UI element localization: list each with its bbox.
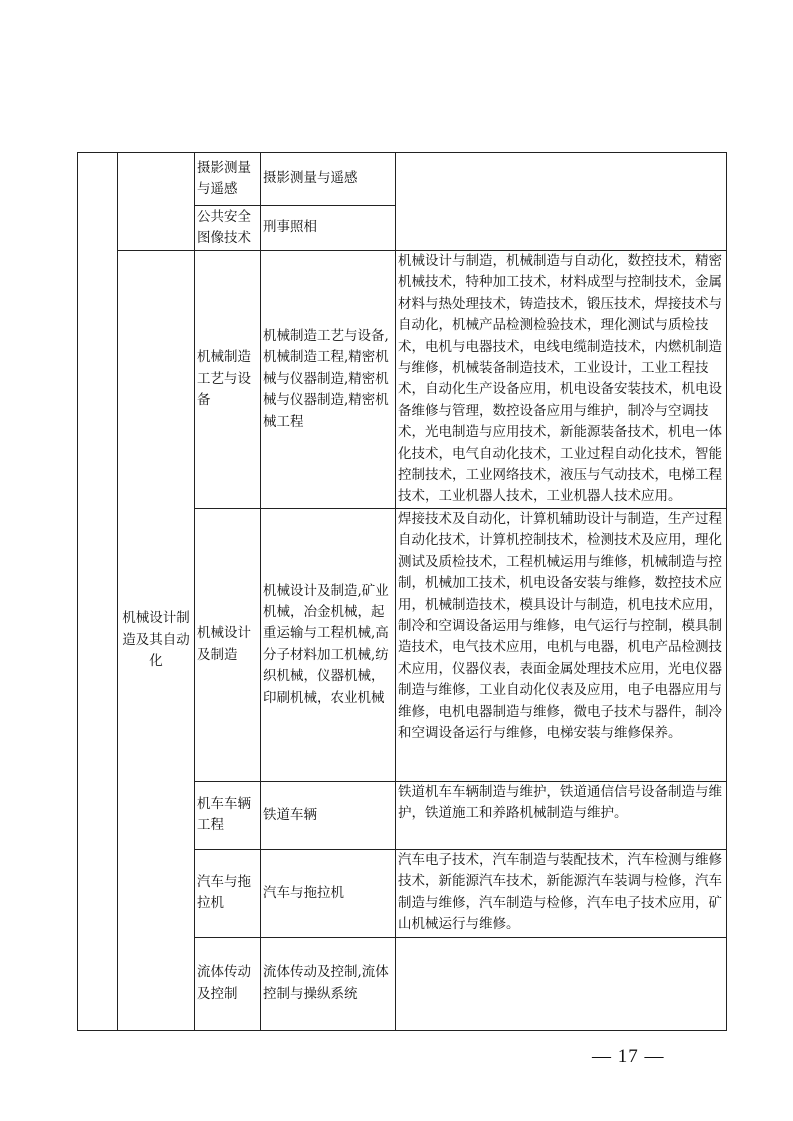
subject-cell: 机械设计及制造 bbox=[195, 508, 261, 781]
specialty-table bbox=[77, 152, 727, 1031]
table-row bbox=[78, 251, 727, 509]
category-cell-top bbox=[118, 153, 195, 251]
related-cell: 铁道机车车辆制造与维护，铁道通信信号设备制造与维护，铁道施工和养路机械制造与维护。 bbox=[396, 781, 727, 849]
subject-cell: 流体传动及控制 bbox=[195, 937, 261, 1030]
category-cell: 机械设计制造及其自动化 bbox=[118, 251, 195, 1031]
related-cell: 汽车电子技术，汽车制造与装配技术，汽车检测与维修技术，新能源汽车技术，新能源汽车装调与检修，汽车制造与维修，汽车制造与检修，汽车电子技术应用，矿山机械运行与维修。 bbox=[396, 849, 727, 937]
majors-cell: 汽车与拖拉机 bbox=[261, 849, 396, 937]
majors-cell: 铁道车辆 bbox=[261, 781, 396, 849]
page-number: — 17 — bbox=[592, 1046, 665, 1067]
related-cell: 机械设计与制造，机械制造与自动化，数控技术，精密机械技术，特种加工技术，材料成型与控制技术，金属材料与热处理技术，铸造技术，锻压技术，焊接技术与自动化，机械产品检测检验技术，理化测试与质检技术，电机与电器技术，电线电缆制造技术，内燃机制造与维修，机械装备制造技术，工业设计，工业工程技术，自动化生产设备应用，机电设备安装技术，机电设备维修与管理，数控设备应用与维护，制冷与空调技术，光电制造与应用技术，新能源装备技术，机电一体化技术，电气自动化技术，工业过程自动化技术，智能控制技术，工业网络技术，液压与气动技术，电梯工程技术，工业机器人技术，工业机器人技术应用。 bbox=[396, 251, 727, 509]
related-cell bbox=[396, 153, 727, 251]
majors-cell: 机械制造工艺与设备,机械制造工程,精密机械与仪器制造,精密机械与仪器制造,精密机械工程 bbox=[261, 251, 396, 509]
related-cell bbox=[396, 937, 727, 1030]
majors-cell: 摄影测量与遥感 bbox=[261, 153, 396, 206]
table-row bbox=[78, 153, 727, 206]
majors-cell: 机械设计及制造,矿业机械，冶金机械，起重运输与工程机械,高分子材料加工机械,纺织机械，仪器机械，印刷机械，农业机械 bbox=[261, 508, 396, 781]
subject-cell: 汽车与拖拉机 bbox=[195, 849, 261, 937]
subject-cell: 机械制造工艺与设备 bbox=[195, 251, 261, 509]
subject-cell: 机车车辆工程 bbox=[195, 781, 261, 849]
subject-cell: 摄影测量与遥感 bbox=[195, 153, 261, 206]
majors-cell: 刑事照相 bbox=[261, 206, 396, 251]
subject-cell: 公共安全图像技术 bbox=[195, 206, 261, 251]
blank-column-cell bbox=[78, 153, 118, 1031]
related-cell: 焊接技术及自动化，计算机辅助设计与制造，生产过程自动化技术，计算机控制技术，检测技术及应用，理化测试及质检技术，工程机械运用与维修，机械制造与控制，机械加工技术，机电设备安装与维修，数控技术应用，机械制造技术，模具设计与制造，机电技术应用，制冷和空调设备运用与维修，电气运行与控制，模具制造技术，电气技术应用，电机与电器，机电产品检测技术应用，仪器仪表，表面金属处理技术应用，光电仪器制造与维修，工业自动化仪表及应用，电子电器应用与维修，电机电器制造与维修，微电子技术与器件，制冷和空调设备运行与维修，电梯安装与维修保养。 bbox=[396, 508, 727, 781]
majors-cell: 流体传动及控制,流体控制与操纵系统 bbox=[261, 937, 396, 1030]
